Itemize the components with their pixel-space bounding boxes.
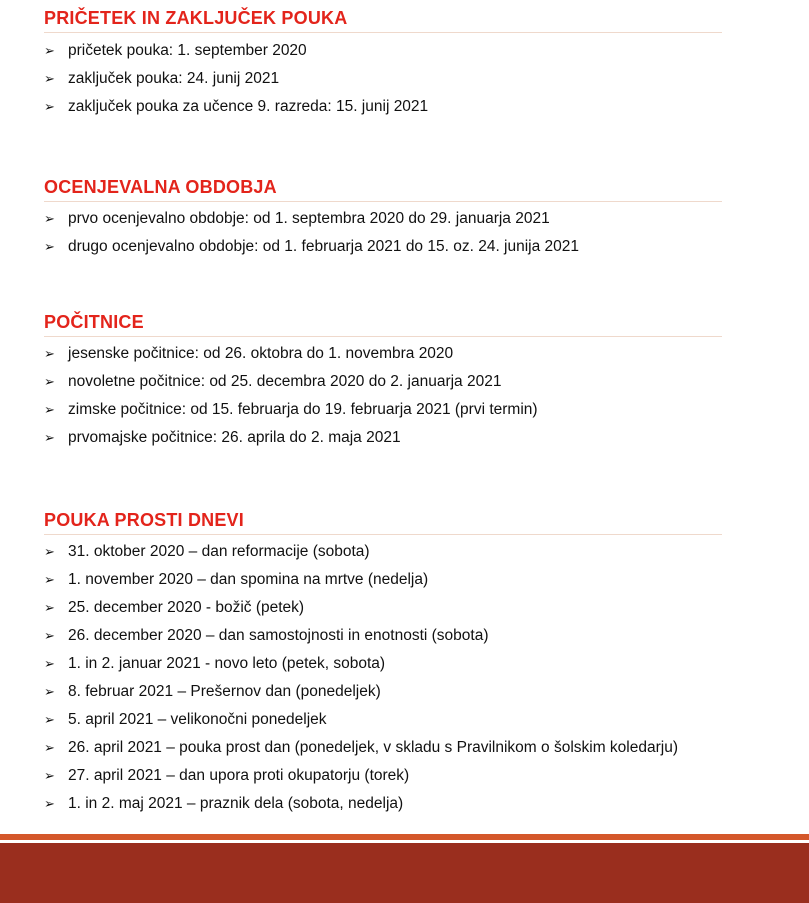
- list-item: [44, 766, 722, 794]
- section-days-off: [44, 510, 722, 822]
- list-item: [44, 682, 722, 710]
- list-item-text: 25. december 2020 - božič (petek): [68, 599, 305, 616]
- section-title: PRIČETEK IN ZAKLJUČEK POUKA: [44, 8, 722, 33]
- arrow-bullet-icon: ➢: [44, 628, 55, 643]
- list-item-text: drugo ocenjevalno obdobje: od 1. februarja 2021 do 15. oz. 24. junija 2021: [68, 238, 580, 255]
- arrow-bullet-icon: ➢: [44, 796, 55, 811]
- list-item-text: 1. november 2020 – dan spomina na mrtve (nedelja): [68, 571, 429, 588]
- section-start-end: [44, 8, 722, 125]
- arrow-bullet-icon: ➢: [44, 712, 55, 727]
- list-item: [44, 237, 722, 265]
- section-grading-periods: [44, 177, 722, 265]
- arrow-bullet-icon: ➢: [44, 600, 55, 615]
- arrow-bullet-icon: ➢: [44, 346, 55, 361]
- list-item: [44, 598, 722, 626]
- list-item-text: 26. december 2020 – dan samostojnosti in enotnosti (sobota): [68, 627, 489, 644]
- list-item-text: 31. oktober 2020 – dan reformacije (sobota): [68, 543, 370, 560]
- list-item: [44, 41, 722, 69]
- list-item-text: prvomajske počitnice: 26. aprila do 2. maja 2021: [68, 429, 401, 446]
- list-item-text: 26. april 2021 – pouka prost dan (ponedeljek, v skladu s Pravilnikom o šolskim koledarju): [68, 739, 678, 756]
- list-item: [44, 344, 722, 372]
- arrow-bullet-icon: ➢: [44, 211, 55, 226]
- list-item-text: pričetek pouka: 1. september 2020: [68, 42, 307, 59]
- arrow-bullet-icon: ➢: [44, 684, 55, 699]
- arrow-bullet-icon: ➢: [44, 544, 55, 559]
- section-title: POČITNICE: [44, 312, 722, 337]
- list-item: [44, 626, 722, 654]
- footer-band: [0, 843, 809, 903]
- item-list: [44, 344, 722, 456]
- list-item-text: 8. februar 2021 – Prešernov dan (ponedeljek): [68, 683, 381, 700]
- list-item: [44, 428, 722, 456]
- list-item-text: 27. april 2021 – dan upora proti okupatorju (torek): [68, 767, 410, 784]
- arrow-bullet-icon: ➢: [44, 99, 55, 114]
- section-title: OCENJEVALNA OBDOBJA: [44, 177, 722, 202]
- list-item: [44, 654, 722, 682]
- arrow-bullet-icon: ➢: [44, 402, 55, 417]
- list-item: [44, 570, 722, 598]
- arrow-bullet-icon: ➢: [44, 71, 55, 86]
- arrow-bullet-icon: ➢: [44, 572, 55, 587]
- list-item-text: 1. in 2. januar 2021 - novo leto (petek, sobota): [68, 655, 386, 672]
- list-item-text: prvo ocenjevalno obdobje: od 1. septembra 2020 do 29. januarja 2021: [68, 210, 550, 227]
- list-item: [44, 69, 722, 97]
- list-item: [44, 97, 722, 125]
- list-item: [44, 209, 722, 237]
- arrow-bullet-icon: ➢: [44, 374, 55, 389]
- list-item: [44, 710, 722, 738]
- list-item-text: 1. in 2. maj 2021 – praznik dela (sobota, nedelja): [68, 795, 404, 812]
- item-list: [44, 41, 722, 125]
- list-item-text: 5. april 2021 – velikonočni ponedeljek: [68, 711, 327, 728]
- list-item-text: zimske počitnice: od 15. februarja do 19. februarja 2021 (prvi termin): [68, 401, 538, 418]
- item-list: [44, 542, 722, 822]
- arrow-bullet-icon: ➢: [44, 430, 55, 445]
- list-item: [44, 738, 722, 766]
- arrow-bullet-icon: ➢: [44, 768, 55, 783]
- list-item-text: zaključek pouka: 24. junij 2021: [68, 70, 280, 87]
- list-item: [44, 400, 722, 428]
- arrow-bullet-icon: ➢: [44, 43, 55, 58]
- arrow-bullet-icon: ➢: [44, 656, 55, 671]
- arrow-bullet-icon: ➢: [44, 740, 55, 755]
- item-list: [44, 209, 722, 265]
- arrow-bullet-icon: ➢: [44, 239, 55, 254]
- list-item: [44, 542, 722, 570]
- list-item-text: zaključek pouka za učence 9. razreda: 15. junij 2021: [68, 98, 429, 115]
- section-holidays: [44, 312, 722, 456]
- list-item: [44, 372, 722, 400]
- list-item: [44, 794, 722, 822]
- section-title: POUKA PROSTI DNEVI: [44, 510, 722, 535]
- list-item-text: jesenske počitnice: od 26. oktobra do 1. novembra 2020: [68, 345, 454, 362]
- list-item-text: novoletne počitnice: od 25. decembra 2020 do 2. januarja 2021: [68, 373, 502, 390]
